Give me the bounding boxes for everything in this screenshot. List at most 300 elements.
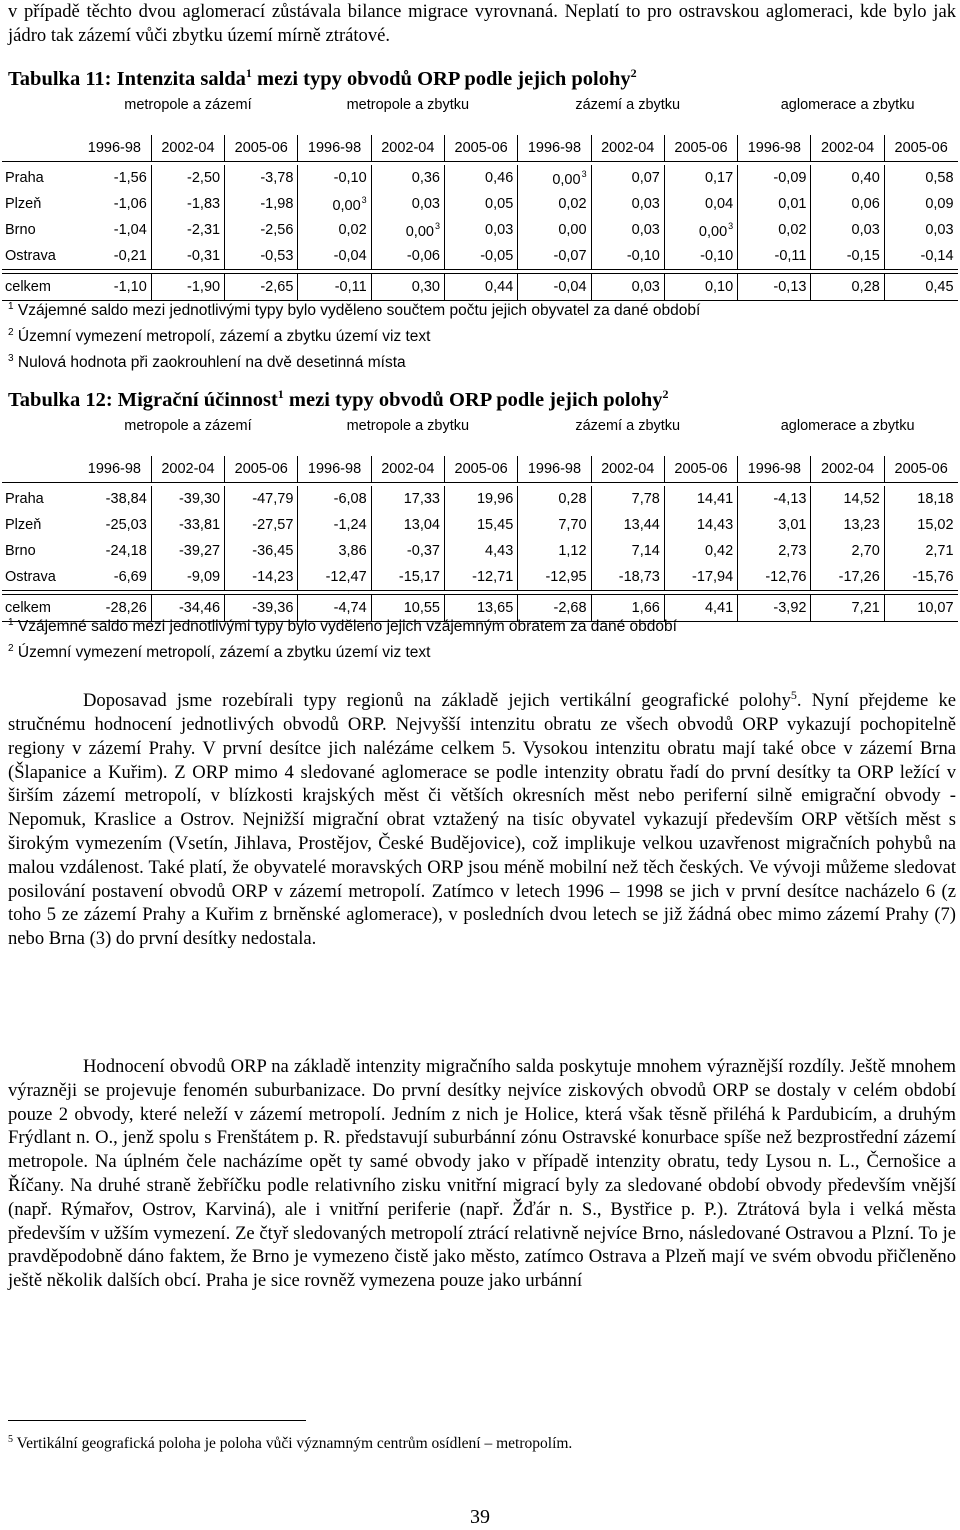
total-value: 0,44 — [444, 274, 517, 301]
value-text: -0,31 — [187, 248, 221, 264]
value-text: 2,70 — [851, 543, 880, 559]
note-number: 2 — [8, 327, 14, 339]
table-row — [2, 191, 958, 217]
footnote-text: Vertikální geografická poloha je poloha vůči významným centrům osídlení – metropolím. — [16, 1435, 573, 1453]
table-note — [8, 348, 700, 374]
cell-value — [225, 191, 298, 217]
year-header: 2002-04 — [591, 135, 664, 162]
table12-title-sup2: 2 — [662, 387, 669, 401]
value-text: -0,10 — [700, 248, 734, 264]
total-value: 10,07 — [884, 595, 957, 622]
total-value: 0,28 — [811, 274, 884, 301]
footnote-num: 5 — [8, 1434, 13, 1445]
row-label: Praha — [5, 491, 44, 507]
cell-value — [444, 564, 517, 591]
group-header-row — [2, 414, 958, 456]
cell-value — [811, 165, 884, 191]
year-header: 2002-04 — [591, 456, 664, 483]
table11-title-text: Tabulka 11: Intenzita salda — [8, 67, 246, 90]
value-text: -1,83 — [187, 196, 221, 212]
cell-value — [664, 217, 737, 243]
value-text: -25,03 — [105, 517, 147, 533]
year-header: 1996-98 — [78, 135, 151, 162]
value-text: -1,24 — [333, 517, 367, 533]
intro-paragraph: v případě těchto dvou aglomerací zůstávala bilance migrace vyrovnaná. Neplatí to pro ostravskou aglomeraci, kde bylo jak jádro tak zázemí vůči zbytku území mírně ztrátové. — [8, 1, 956, 46]
year-header: 2002-04 — [371, 456, 444, 483]
group-header: metropole a zbytku — [346, 97, 470, 113]
table-row — [2, 165, 958, 191]
cell-value — [884, 217, 957, 243]
year-header: 2002-04 — [811, 456, 884, 483]
cell-value — [371, 564, 444, 591]
value-text: 0,02 — [778, 222, 807, 238]
cell-value — [151, 564, 224, 591]
corner-cell — [2, 414, 78, 456]
table-row — [2, 486, 958, 512]
table12-title — [8, 387, 669, 412]
total-value: 7,21 — [811, 595, 884, 622]
value-text: -0,15 — [846, 248, 880, 264]
value-text: -18,73 — [618, 569, 660, 585]
cell-value — [518, 538, 591, 564]
cell-value — [298, 191, 371, 217]
value-text: -0,10 — [626, 248, 660, 264]
cell-value — [738, 538, 811, 564]
cell-value — [518, 486, 591, 512]
year-header: 2002-04 — [371, 135, 444, 162]
row-label: Ostrava — [2, 564, 78, 591]
footnote-3-marker: 3 — [728, 220, 734, 231]
cell-value — [444, 243, 517, 270]
cell-value — [591, 243, 664, 270]
cell-value — [371, 538, 444, 564]
value-text: -0,53 — [260, 248, 294, 264]
value-text: 0,03 — [851, 222, 880, 238]
value-text: -39,27 — [178, 543, 221, 559]
value-text: 14,43 — [696, 517, 734, 533]
cell-value — [444, 165, 517, 191]
cell-value — [151, 243, 224, 270]
cell-value — [298, 165, 371, 191]
paragraph1-text-a: Doposavad jsme rozebírali typy regionů na základě jejich vertikální geografické polohy — [83, 690, 791, 712]
value-text: 0,40 — [851, 170, 880, 186]
table11-title-sup1: 1 — [245, 66, 252, 80]
value-text: -17,26 — [838, 569, 880, 585]
cell-value — [371, 486, 444, 512]
row-label: Plzeň — [5, 517, 42, 533]
value-text: 0,04 — [704, 196, 734, 212]
value-text: 0,28 — [558, 491, 587, 507]
value-text: -9,09 — [187, 569, 221, 585]
value-text: -38,84 — [105, 491, 147, 507]
cell-value — [884, 191, 957, 217]
total-value: 0,30 — [371, 274, 444, 301]
value-text: 13,44 — [623, 517, 660, 533]
cell-value — [591, 191, 664, 217]
cell-value — [811, 538, 884, 564]
value-text: -39,30 — [178, 491, 221, 507]
cell-value — [664, 564, 737, 591]
value-text: -0,21 — [113, 248, 147, 264]
table11-notes — [8, 296, 700, 374]
group-header: zázemí a zbytku — [575, 418, 681, 434]
table11-title — [8, 66, 637, 91]
cell-value — [151, 191, 224, 217]
footnote-divider — [8, 1420, 306, 1421]
note-number: 3 — [8, 353, 14, 365]
value-text: 13,04 — [403, 517, 440, 533]
value-text: 0,02 — [558, 196, 587, 212]
value-text: -0,09 — [773, 170, 807, 186]
row-label: Plzeň — [5, 196, 42, 212]
table11-title-sup2: 2 — [630, 66, 637, 80]
value-text: -1,06 — [113, 196, 147, 212]
value-text: -12,95 — [545, 569, 587, 585]
row-label: Brno — [5, 222, 36, 238]
year-header: 1996-98 — [298, 456, 371, 483]
table-row — [2, 512, 958, 538]
cell-value — [298, 243, 371, 270]
value-text: 0,42 — [704, 543, 734, 559]
value-text: -12,71 — [472, 569, 514, 585]
footnote-3-marker: 3 — [361, 194, 367, 205]
cell-value — [664, 165, 737, 191]
value-text: 0,05 — [485, 196, 514, 212]
footnote-3-marker: 3 — [434, 220, 440, 231]
cell-value — [664, 486, 737, 512]
value-text: -2,50 — [187, 170, 221, 186]
value-text: 7,70 — [558, 517, 587, 533]
cell-value — [225, 512, 298, 538]
value-text: 0,00 — [405, 223, 434, 240]
total-value: -4,74 — [298, 595, 371, 622]
cell-value — [225, 564, 298, 591]
year-header: 2005-06 — [444, 456, 517, 483]
value-text: -2,31 — [187, 222, 221, 238]
total-value: 1,66 — [591, 595, 664, 622]
value-text: -0,07 — [553, 248, 587, 264]
cell-value — [738, 564, 811, 591]
total-value: -2,68 — [518, 595, 591, 622]
cell-value — [78, 564, 151, 591]
year-header: 1996-98 — [738, 456, 811, 483]
cell-value — [591, 486, 664, 512]
cell-value — [591, 217, 664, 243]
value-text: 0,00 — [558, 222, 587, 238]
note-number: 1 — [8, 301, 14, 312]
value-text: -15,76 — [912, 569, 954, 585]
value-text: 0,01 — [778, 196, 807, 212]
total-value: -0,11 — [298, 274, 371, 301]
cell-value — [591, 512, 664, 538]
table-note — [8, 638, 677, 664]
cell-value — [738, 165, 811, 191]
value-text: -2,56 — [260, 222, 294, 238]
cell-value — [78, 243, 151, 270]
cell-value — [444, 538, 517, 564]
total-value: 0,03 — [591, 274, 664, 301]
cell-value — [884, 486, 957, 512]
value-text: -24,18 — [105, 543, 147, 559]
cell-value — [444, 217, 517, 243]
cell-value — [811, 486, 884, 512]
cell-value — [151, 486, 224, 512]
cell-value — [225, 217, 298, 243]
cell-value — [444, 486, 517, 512]
row-label: Praha — [5, 170, 44, 186]
year-header-row — [2, 135, 958, 162]
cell-value — [151, 165, 224, 191]
cell-value — [78, 486, 151, 512]
table-row — [2, 243, 958, 270]
note-number: 1 — [8, 617, 14, 628]
total-value: 0,45 — [884, 274, 957, 301]
value-text: 0,00 — [698, 223, 728, 240]
value-text: -12,76 — [765, 569, 807, 585]
total-value: -1,10 — [78, 274, 151, 301]
value-text: 0,00 — [552, 171, 581, 188]
value-text: -47,79 — [252, 491, 294, 507]
cell-value — [884, 243, 957, 270]
total-value: -39,36 — [225, 595, 298, 622]
total-label: celkem — [2, 595, 78, 622]
year-header: 1996-98 — [78, 456, 151, 483]
value-text: -6,69 — [113, 569, 147, 585]
year-header: 1996-98 — [518, 456, 591, 483]
cell-value — [811, 217, 884, 243]
cell-value — [151, 217, 224, 243]
cell-value — [884, 564, 957, 591]
cell-value — [225, 243, 298, 270]
cell-value — [884, 538, 957, 564]
value-text: 0,06 — [851, 196, 880, 212]
cell-value — [371, 217, 444, 243]
value-text: 0,03 — [925, 222, 954, 238]
value-text: 15,45 — [476, 517, 514, 533]
table11-title-mid: mezi typy obvodů ORP podle jejich polohy — [251, 67, 631, 90]
total-value: 0,10 — [664, 274, 737, 301]
corner-cell — [2, 135, 78, 162]
corner-cell — [2, 93, 78, 135]
cell-value — [738, 486, 811, 512]
value-text: -0,14 — [920, 248, 954, 264]
cell-value — [298, 564, 371, 591]
page-number: 39 — [470, 1506, 490, 1528]
paragraph1-footnote-ref: 5 — [790, 688, 797, 702]
cell-value — [371, 191, 444, 217]
value-text: 0,03 — [631, 222, 660, 238]
body-paragraph-2: Hodnocení obvodů ORP na základě intenzity migračního salda poskytuje mnohem výraznější rozdíly. Ještě mnohem výrazněji se projevuje fenomén suburbanizace. Do první desítky nejvíce ziskových obvodů ORP se dostaly v celém období pouze 2 obvody, které neleží v zázemí metropolí. Jedním z nich je Holice, která však těsně přiléhá k Pardubicím, a druhým Frýdlant n. O., jenž spolu s Frenštátem p. R. představují suburbánní zónu Ostravské konurbace spíše než bezprostřední zázemí metropole. Na úplném čele nacházíme opět ty samé obvody jako v případě intenzity obratu, tedy Lysou n. L., Černošice a Říčany. Na druhé straně žebříčku podle relativního zisku vnitřní migrací byly za sledované období obvody především vnější (např. Rýmařov, Ostrov, Karviná), ale i vnitřní periferie (např. Žďár n. S., Bystřice p. P.). Ztrátová byla i velká města především v užším vymezení. Ze čtyř sledovaných metropolí ztrácí relativně nejvíce Brno, následované Ostravou a Plzní. To je pravděpodobně dáno faktem, že Brno je vymezeno čistě jako město, zatímco Ostrava a Plzeň mají ve svém obvodu přičleněno ještě několik dalších obcí. Praha je sice rovněž vymezena pouze jako urbánní — [8, 1056, 956, 1292]
value-text: -0,10 — [333, 170, 367, 186]
value-text: 19,96 — [476, 491, 514, 507]
value-text: 0,58 — [925, 170, 954, 186]
cell-value — [78, 217, 151, 243]
value-text: 0,07 — [631, 170, 660, 186]
footnote — [8, 1434, 572, 1453]
year-header: 2005-06 — [444, 135, 517, 162]
cell-value — [225, 538, 298, 564]
cell-value — [78, 191, 151, 217]
paragraph1-text-b: . Nyní přejdeme ke stručnému hodnocení jednotlivých obvodů ORP. Nejvyšší intenzitu obratu ze všech obvodů ORP vykazují pochopitelně regiony v zázemí Prahy. V první desítce jich nalézáme celkem 5. Vysokou intenzitu obratu mají také obce v zázemí Brna (Šlapanice a Kuřim). Z ORP mimo 4 sledované aglomerace se podle intenzity obratu řadí do první desítky ta ORP ležící v širším zázemí metropolí, v blízkosti krajských měst či větších okresních měst nebo periferní silně emigrační obvody - Nepomuk, Kraslice a Ostrov. Nejnižší migrační obrat vztažený na tisíc obyvatel vykazují především ORP větších měst s širokým vymezením (Vsetín, Jihlava, Prostějov, České Budějovice), což implikuje velkou uzavřenost migračních pohybů na malou vzdálenost. Také platí, že obyvatelé moravských ORP jsou méně mobilní než těch českých. Ve vývoji můžeme sledovat posilování postavení obvodů ORP v zázemí metropolí. Zatímco v letech 1996 – 1998 se jich v první desítce nacházelo 6 (z toho 5 ze zázemí Prahy a Kuřim z brněnské aglomerace), v posledních dvou letech se již žádná obec mimo zázemí Prahy (7) nebo Brna (3) do první desítky nedostala. — [8, 690, 956, 950]
value-text: -17,94 — [692, 569, 734, 585]
total-value: 4,41 — [664, 595, 737, 622]
year-header: 1996-98 — [298, 135, 371, 162]
cell-value — [664, 191, 737, 217]
note-text: Nulová hodnota při zaokrouhlení na dvě desetinná místa — [17, 354, 406, 372]
cell-value — [518, 243, 591, 270]
cell-value — [78, 165, 151, 191]
value-text: 4,43 — [485, 543, 514, 559]
value-text: -1,56 — [113, 170, 147, 186]
total-label: celkem — [2, 274, 78, 301]
value-text: 0,03 — [485, 222, 514, 238]
value-text: 14,52 — [843, 491, 880, 507]
value-text: 0,03 — [411, 196, 440, 212]
cell-value — [884, 165, 957, 191]
year-header: 2002-04 — [151, 456, 224, 483]
cell-value — [884, 512, 957, 538]
cell-value — [371, 165, 444, 191]
value-text: 7,14 — [631, 543, 660, 559]
group-header: aglomerace a zbytku — [780, 418, 915, 434]
year-header: 2005-06 — [664, 456, 737, 483]
note-text: Územní vymezení metropolí, zázemí a zbytku území viz text — [17, 644, 431, 662]
cell-value — [664, 512, 737, 538]
cell-value — [444, 512, 517, 538]
cell-value — [518, 165, 591, 191]
year-header: 2005-06 — [664, 135, 737, 162]
value-text: -1,04 — [113, 222, 147, 238]
value-text: -6,08 — [333, 491, 367, 507]
cell-value — [811, 512, 884, 538]
value-text: 0,46 — [485, 170, 514, 186]
value-text: 0,02 — [338, 222, 367, 238]
cell-value — [738, 243, 811, 270]
cell-value — [738, 217, 811, 243]
note-text: Územní vymezení metropolí, zázemí a zbytku území viz text — [17, 328, 431, 346]
table-note — [8, 612, 677, 638]
total-value: 10,55 — [371, 595, 444, 622]
cell-value — [298, 538, 371, 564]
total-value: -2,65 — [225, 274, 298, 301]
year-header: 2005-06 — [225, 456, 298, 483]
cell-value — [371, 512, 444, 538]
note-text: Vzájemné saldo mezi jednotlivými typy bylo vyděleno jejich vzájemným obratem za dané období — [17, 618, 677, 636]
value-text: -33,81 — [178, 517, 221, 533]
corner-cell — [2, 456, 78, 483]
value-text: 2,73 — [778, 543, 807, 559]
value-text: -0,11 — [774, 248, 807, 264]
cell-value — [78, 512, 151, 538]
total-value: -34,46 — [151, 595, 224, 622]
table-note — [8, 296, 700, 322]
total-value: -1,90 — [151, 274, 224, 301]
cell-value — [225, 165, 298, 191]
year-header: 1996-98 — [738, 135, 811, 162]
value-text: -1,98 — [260, 196, 294, 212]
cell-value — [371, 243, 444, 270]
value-text: 1,12 — [558, 543, 587, 559]
value-text: -27,57 — [252, 517, 294, 533]
table12-notes — [8, 612, 677, 664]
table12-title-text: Tabulka 12: Migrační účinnost — [8, 388, 278, 411]
value-text: 0,17 — [704, 170, 734, 186]
group-header-row — [2, 93, 958, 135]
year-header: 2005-06 — [894, 140, 948, 156]
year-header: 2005-06 — [894, 461, 948, 477]
year-header-row — [2, 456, 958, 483]
cell-value — [738, 512, 811, 538]
group-header: aglomerace a zbytku — [780, 97, 915, 113]
cell-value — [225, 486, 298, 512]
cell-value — [518, 512, 591, 538]
cell-value — [151, 512, 224, 538]
total-value: -28,26 — [78, 595, 151, 622]
footnote-3-marker: 3 — [581, 168, 587, 179]
total-value: -3,92 — [738, 595, 811, 622]
group-header: metropole a zbytku — [346, 418, 470, 434]
cell-value — [591, 165, 664, 191]
year-header: 2002-04 — [811, 135, 884, 162]
note-number: 2 — [8, 643, 14, 655]
value-text: -0,06 — [406, 248, 440, 264]
value-text: 18,18 — [917, 491, 954, 507]
cell-value — [811, 243, 884, 270]
cell-value — [591, 564, 664, 591]
table-row — [2, 217, 958, 243]
cell-value — [811, 564, 884, 591]
cell-value — [518, 217, 591, 243]
value-text: -4,13 — [773, 491, 807, 507]
cell-value — [811, 191, 884, 217]
value-text: 13,23 — [843, 517, 880, 533]
cell-value — [664, 538, 737, 564]
note-text: Vzájemné saldo mezi jednotlivými typy bylo vyděleno součtem počtu jejich obyvatel za dané období — [17, 302, 701, 320]
table12-title-sup1: 1 — [277, 387, 284, 401]
row-label: Brno — [5, 543, 36, 559]
table-row — [2, 538, 958, 564]
value-text: -15,17 — [398, 569, 440, 585]
value-text: 17,33 — [403, 491, 440, 507]
value-text: -0,05 — [480, 248, 514, 264]
value-text: 0,03 — [631, 196, 660, 212]
year-header: 1996-98 — [518, 135, 591, 162]
value-text: 0,36 — [411, 170, 440, 186]
value-text: 2,71 — [925, 543, 954, 559]
cell-value — [78, 538, 151, 564]
table12 — [2, 414, 958, 622]
year-header: 2005-06 — [225, 135, 298, 162]
cell-value — [298, 512, 371, 538]
cell-value — [518, 564, 591, 591]
value-text: 7,78 — [631, 491, 660, 507]
value-text: -36,45 — [252, 543, 294, 559]
value-text: 3,01 — [778, 517, 807, 533]
group-header: zázemí a zbytku — [575, 97, 681, 113]
value-text: 15,02 — [917, 517, 954, 533]
table12-title-mid: mezi typy obvodů ORP podle jejich polohy — [283, 388, 663, 411]
total-value: -0,13 — [738, 274, 811, 301]
table-row — [2, 564, 958, 591]
body-paragraph-1 — [8, 684, 956, 951]
value-text: 0,00 — [332, 197, 361, 214]
group-header: metropole a zázemí — [124, 418, 252, 434]
year-header: 2002-04 — [151, 135, 224, 162]
table-note — [8, 322, 700, 348]
value-text: -0,04 — [333, 248, 367, 264]
cell-value — [444, 191, 517, 217]
row-label: Ostrava — [2, 243, 78, 270]
